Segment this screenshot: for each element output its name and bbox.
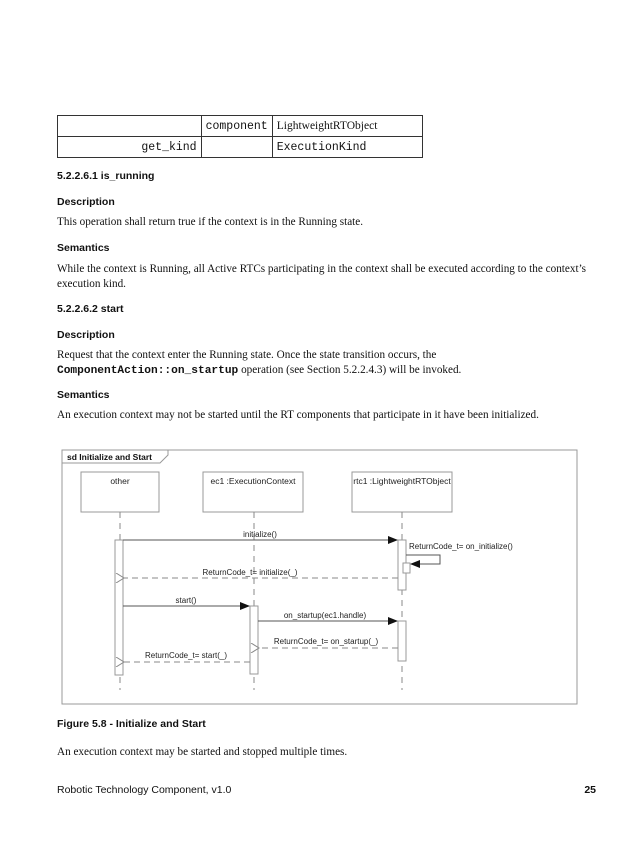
semantics-heading: Semantics bbox=[57, 242, 110, 254]
lifeline-other-label: other bbox=[110, 476, 130, 486]
closing-text: An execution context may be started and stopped multiple times. bbox=[57, 746, 348, 758]
figure-caption: Figure 5.8 - Initialize and Start bbox=[57, 718, 206, 730]
lifeline-rtc1-label: rtc1 :LightweightRTObject bbox=[353, 476, 451, 486]
description-text-post: operation (see Section 5.2.2.4.3) will be invoked. bbox=[238, 363, 462, 376]
description-text-pre: Request that the context enter the Running state. Once the state transition occurs, the bbox=[57, 349, 437, 361]
message-on-initialize-arrow bbox=[406, 555, 440, 564]
semantics-heading: Semantics bbox=[57, 389, 110, 401]
table-cell: component bbox=[201, 116, 272, 137]
section-heading-start: 5.2.2.6.2 start bbox=[57, 303, 124, 315]
message-initialize: initialize() bbox=[243, 530, 277, 539]
table-cell: get_kind bbox=[58, 137, 202, 158]
activation-rtc1-self bbox=[403, 563, 410, 573]
message-return-start: ReturnCode_t= start(_) bbox=[144, 651, 228, 660]
footer-title: Robotic Technology Component, v1.0 bbox=[57, 784, 232, 796]
message-return-on-startup: ReturnCode_t= on_startup(_) bbox=[273, 637, 379, 646]
table-cell: ExecutionKind bbox=[272, 137, 422, 158]
message-return-initialize: ReturnCode_t= initialize(_) bbox=[202, 568, 298, 577]
section-heading-is-running: 5.2.2.6.1 is_running bbox=[57, 170, 155, 182]
semantics-text: An execution context may not be started until the RT components that participate in it have been initialized. bbox=[57, 409, 539, 421]
description-text: This operation shall return true if the context is in the Running state. bbox=[57, 216, 364, 228]
lifeline-ec1-label: ec1 :ExecutionContext bbox=[210, 476, 296, 486]
code-reference: ComponentAction::on_startup bbox=[57, 364, 239, 377]
message-start: start() bbox=[175, 596, 197, 605]
activation-other bbox=[115, 540, 123, 675]
page-number: 25 bbox=[584, 784, 596, 796]
semantics-text: While the context is Running, all Active RTCs participating in the context shall be executed according to the context’s execution kind. bbox=[57, 263, 587, 290]
message-on-initialize: ReturnCode_t= on_initialize() bbox=[409, 542, 513, 551]
description-heading: Description bbox=[57, 196, 115, 208]
description-heading: Description bbox=[57, 329, 115, 341]
message-on-startup: on_startup(ec1.handle) bbox=[283, 611, 367, 620]
activation-ec1 bbox=[250, 606, 258, 674]
frame-label: sd Initialize and Start bbox=[67, 452, 153, 462]
activation-rtc1-startup bbox=[398, 621, 406, 661]
table-cell: LightweightRTObject bbox=[272, 116, 422, 137]
